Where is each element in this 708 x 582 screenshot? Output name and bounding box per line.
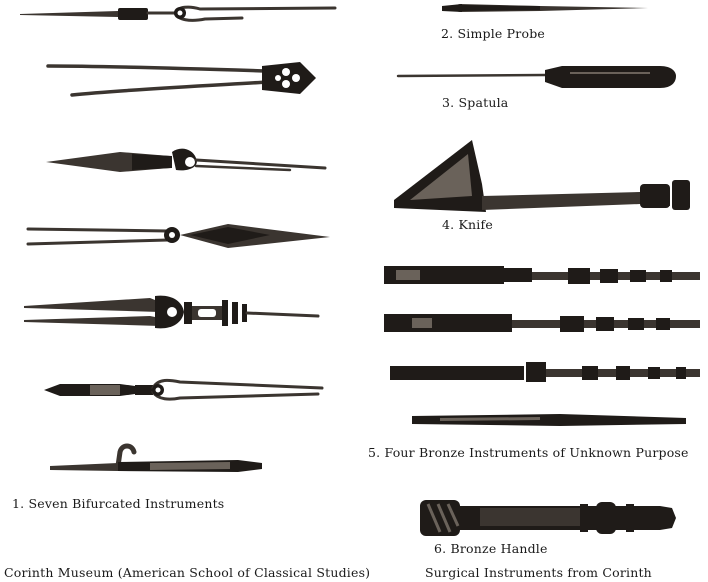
caption-bronze-handle: 6. Bronze Handle — [434, 541, 548, 556]
knife — [394, 140, 690, 212]
caption-knife: 4. Knife — [442, 217, 493, 232]
caption-simple-probe: 2. Simple Probe — [441, 26, 545, 41]
caption-bifurcated: 1. Seven Bifurcated Instruments — [12, 496, 225, 511]
caption-four-bronze: 5. Four Bronze Instruments of Unknown Purpose — [368, 445, 689, 460]
bronze-handle — [420, 500, 676, 536]
bronze-instrument-4 — [412, 414, 686, 426]
bifurcated-instrument-1 — [20, 7, 335, 20]
bronze-instrument-2 — [384, 314, 700, 332]
bifurcated-instrument-5 — [24, 296, 318, 329]
footer-left: Corinth Museum (American School of Classical Studies) — [4, 565, 371, 580]
bifurcated-instrument-6 — [44, 380, 322, 399]
caption-spatula: 3. Spatula — [442, 95, 509, 110]
footer-right: Surgical Instruments from Corinth — [425, 565, 652, 580]
bifurcated-instrument-3 — [46, 149, 325, 172]
bifurcated-instrument-2 — [48, 62, 316, 95]
simple-probe — [442, 4, 648, 12]
spatula — [398, 66, 676, 88]
bronze-instrument-1 — [384, 266, 700, 284]
bronze-instrument-3 — [390, 362, 700, 382]
bifurcated-instrument-4 — [28, 224, 330, 248]
bifurcated-instrument-7 — [50, 446, 262, 472]
